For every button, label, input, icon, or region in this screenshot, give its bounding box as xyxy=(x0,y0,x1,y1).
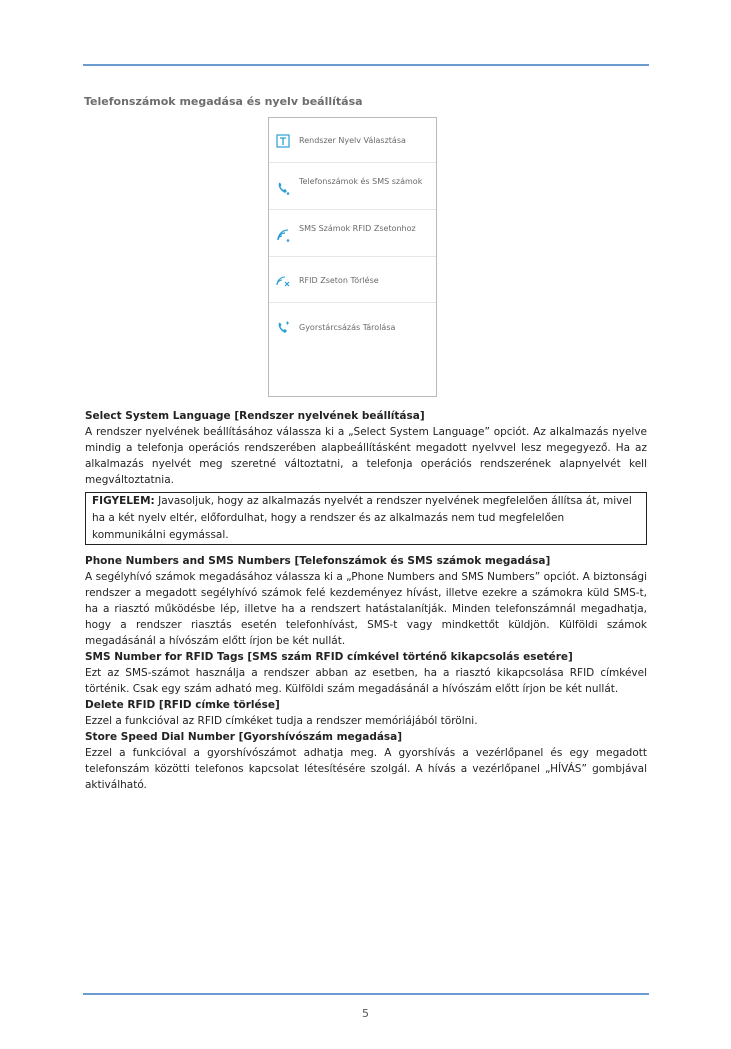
bottom-rule xyxy=(83,993,649,995)
section-title-rfid-sms: SMS Number for RFID Tags [SMS szám RFID címkével történő kikapcsolás esetére] xyxy=(85,651,573,663)
rfid-icon xyxy=(276,228,290,242)
menu-label-phone-numbers: Telefonszámok és SMS számok xyxy=(299,177,423,186)
page-heading: Telefonszámok megadása és nyelv beállítása xyxy=(84,95,363,108)
menu-item-language[interactable] xyxy=(269,118,436,163)
menu-item-phone-numbers[interactable] xyxy=(269,163,436,210)
text-icon xyxy=(276,134,290,148)
menu-label-sms-rfid: SMS Számok RFID Zsetonhoz xyxy=(299,224,416,233)
menu-item-sms-rfid[interactable] xyxy=(269,210,436,257)
menu-item-rfid-delete[interactable] xyxy=(269,257,436,303)
menu-label-speed-dial: Gyorstárcsázás Tárolása xyxy=(299,323,396,332)
note-body: Javasoljuk, hogy az alkalmazás nyelvét a rendszer nyelvének megfelelően állítsa át, mivel ha a két nyelv eltér, előfordulhat, hogy a rendszer és az alkalmazás nem tud megfelelően kommunikálni egymással. xyxy=(92,495,632,541)
top-rule xyxy=(83,64,649,66)
phone-icon xyxy=(276,181,290,195)
section-title-delete-rfid: Delete RFID [RFID címke törlése] xyxy=(85,699,280,711)
menu-item-speed-dial[interactable] xyxy=(269,303,436,351)
warning-note xyxy=(85,492,647,545)
section-body-language: A rendszer nyelvének beállításához válassza ki a „Select System Language” opciót. Az alkalmazás nyelve mindig a telefonja operációs rendszerében alapbeállításként megadott nyelvvel lesz megegyező. Ha az alkalmazás nyelvét meg szeretné változtatni, a telefonja operációs rendszerének alapnyelvét kell megváltoztatnia. xyxy=(85,426,647,486)
section-body-speed-dial: Ezzel a funkcióval a gyorshívószámot adhatja meg. A gyorshívás a vezérlőpanel és egy megadott telefonszám közötti telefonos kapcsolat létesítésére szolgál. A hívás a vezérlőpanel „HÍVÁS” gombjával aktiválható. xyxy=(85,747,647,791)
rfid-delete-icon xyxy=(276,274,290,288)
phone-screenshot xyxy=(268,117,437,397)
document-body xyxy=(85,408,647,793)
section-title-speed-dial: Store Speed Dial Number [Gyorshívószám megadása] xyxy=(85,731,403,743)
section-title-language: Select System Language [Rendszer nyelvének beállítása] xyxy=(85,410,425,422)
note-label: FIGYELEM: xyxy=(92,495,155,507)
speed-dial-icon xyxy=(276,321,290,335)
menu-label-rfid-delete: RFID Zseton Törlése xyxy=(299,276,379,285)
page-number: 5 xyxy=(362,1007,369,1020)
section-body-phone-numbers: A segélyhívó számok megadásához válassza ki a „Phone Numbers and SMS Numbers” opciót. A biztonsági rendszer a megadott segélyhívó számok felé kezdeményez hívást, illetve ezekre a számokra küld SMS-t, ha a riasztó működésbe lép, illetve ha a rendszert hatástalanítják. Minden telefonszámnál megadhatja, hogy a rendszer riasztás esetén telefonhívást, SMS-t vagy mindkettőt küldjön. Külföldi számok megadásánál a hívószám előtt írjon be két nullát. xyxy=(85,571,647,647)
section-body-rfid-sms: Ezt az SMS-számot használja a rendszer abban az esetben, ha a riasztó kikapcsolása RFID címkével történik. Csak egy szám adható meg. Külföldi szám megadásánál a hívószám előtt írjon be két nullát. xyxy=(85,667,647,695)
section-title-phone-numbers: Phone Numbers and SMS Numbers [Telefonszámok és SMS számok megadása] xyxy=(85,555,551,567)
menu-label-language: Rendszer Nyelv Választása xyxy=(299,136,406,145)
section-body-delete-rfid: Ezzel a funkcióval az RFID címkéket tudja a rendszer memóriájából törölni. xyxy=(85,715,478,727)
